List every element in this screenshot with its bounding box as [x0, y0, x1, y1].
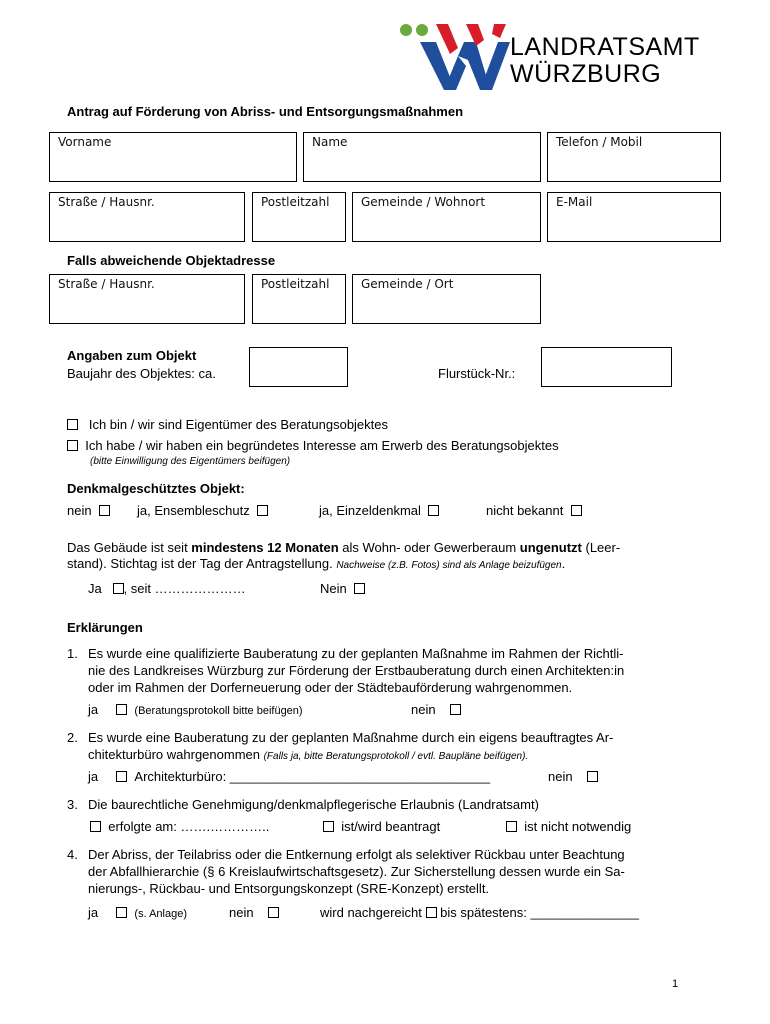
decl3-opt3 — [506, 819, 631, 835]
vacancy-nein-label: Nein — [320, 581, 347, 596]
object-strasse-label: Straße / Hausnr. — [58, 277, 155, 291]
vacancy-t4: ungenutzt — [519, 540, 582, 555]
vacancy-ja-label: Ja — [88, 581, 102, 596]
logo-mark-icon — [398, 20, 510, 94]
landratsamt-logo — [398, 20, 743, 94]
decl1-nein-option — [411, 702, 461, 718]
telefon-field[interactable] — [547, 132, 721, 182]
vacancy-ja-checkbox[interactable] — [113, 583, 124, 594]
flurstueck-input[interactable] — [541, 347, 672, 387]
decl1-note: (Beratungsprotokoll bitte beifügen) — [134, 705, 303, 717]
decl4-l3: nierungs-, Rückbau- und Entsorgungskonzept (SRE-Konzept) erstellt. — [88, 881, 490, 896]
monument-unbekannt-checkbox[interactable] — [571, 505, 582, 516]
vacancy-t2: mindestens 12 Monaten — [191, 540, 339, 555]
monument-nein-checkbox[interactable] — [99, 505, 110, 516]
monument-nein-label: nein — [67, 503, 92, 518]
vacancy-t6: stand). Stichtag ist der Tag der Antragstellung. — [67, 556, 337, 571]
telefon-label: Telefon / Mobil — [556, 135, 643, 149]
decl2-num: 2. — [67, 730, 78, 745]
decl3-opt2-checkbox[interactable] — [323, 821, 334, 832]
plz-field[interactable] — [252, 192, 346, 242]
decl4-anlage: (s. Anlage) — [134, 908, 188, 920]
monument-nein-option — [67, 503, 110, 519]
vacancy-t7: Nachweise (z.B. Fotos) sind als Anlage beizufügen — [336, 560, 562, 571]
vacancy-seit: , seit ………………… — [123, 581, 246, 596]
decl4-text — [88, 846, 688, 897]
object-gemeinde-label: Gemeinde / Ort — [361, 277, 454, 291]
decl4-ja-checkbox[interactable] — [116, 907, 127, 918]
decl4-nachgereicht-checkbox[interactable] — [426, 907, 437, 918]
decl3-opt1-checkbox[interactable] — [90, 821, 101, 832]
decl4-num: 4. — [67, 847, 78, 862]
flurstueck-label: Flurstück-Nr.: — [438, 366, 516, 381]
decl2-nein-option — [548, 769, 598, 785]
interest-label: Ich habe / wir haben ein begründetes Interesse am Erwerb des Beratungsobjektes — [85, 438, 559, 453]
monument-heading: Denkmalgeschütztes Objekt: — [67, 481, 245, 496]
monument-unbekannt-option — [486, 503, 582, 519]
decl2-text — [88, 729, 688, 765]
logo-line1: LANDRATSAMT — [510, 33, 700, 61]
strasse-label: Straße / Hausnr. — [58, 195, 155, 209]
decl4-nein-option — [229, 905, 279, 921]
decl4-spaetestens[interactable]: bis spätestens: _______________ — [440, 905, 639, 920]
monument-ensemble-checkbox[interactable] — [257, 505, 268, 516]
name-field[interactable] — [303, 132, 541, 182]
email-field[interactable] — [547, 192, 721, 242]
decl3-opt1 — [90, 819, 269, 835]
declarations-heading: Erklärungen — [67, 620, 143, 635]
decl4-ja-label: ja — [88, 905, 99, 920]
vacancy-nein-option — [320, 581, 365, 597]
vacancy-t3: als Wohn- oder Gewerberaum — [338, 540, 520, 555]
page-title: Antrag auf Förderung von Abriss- und Entsorgungsmaßnahmen — [67, 104, 464, 119]
decl3-opt3-label: ist nicht notwendig — [524, 819, 632, 834]
monument-unbekannt-label: nicht bekannt — [486, 503, 564, 518]
decl1-l3: oder im Rahmen der Dorferneuerung oder der Städtebauförderung wahrgenommen. — [88, 680, 573, 695]
decl1-num: 1. — [67, 646, 78, 661]
decl3-num: 3. — [67, 797, 78, 812]
interest-note: (bitte Einwilligung des Eigentümers beifügen) — [90, 456, 291, 467]
plz-label: Postleitzahl — [261, 195, 330, 209]
decl4-nachgereicht-label: wird nachgereicht — [320, 905, 422, 920]
owner-label: Ich bin / wir sind Eigentümer des Beratungsobjektes — [88, 417, 389, 432]
decl3-opt3-checkbox[interactable] — [506, 821, 517, 832]
baujahr-label: Baujahr des Objektes: ca. — [67, 366, 216, 381]
interest-option — [67, 438, 559, 454]
vacancy-t8: . — [561, 556, 566, 571]
owner-checkbox[interactable] — [67, 419, 78, 430]
object-strasse-field[interactable] — [49, 274, 245, 324]
decl2-nein-label: nein — [548, 769, 573, 784]
object-plz-label: Postleitzahl — [261, 277, 330, 291]
decl2-ja-checkbox[interactable] — [116, 771, 127, 782]
logo-line2: WÜRZBURG — [510, 60, 662, 88]
decl1-l1: Es wurde eine qualifizierte Bauberatung zu der geplanten Maßnahme im Rahmen der Richtli- — [88, 646, 624, 661]
decl2-l1: Es wurde eine Bauberatung zu der geplanten Maßnahme durch ein eigens beauftragtes Ar- — [88, 730, 614, 745]
decl4-l1: Der Abriss, der Teilabriss oder die Entkernung erfolgt als selektiver Rückbau unter Beachtung — [88, 847, 625, 862]
decl1-ja-checkbox[interactable] — [116, 704, 127, 715]
vacancy-line1 — [67, 540, 620, 556]
object-plz-field[interactable] — [252, 274, 346, 324]
decl2-ja-option — [88, 769, 490, 785]
vacancy-t5: (Leer- — [581, 540, 621, 555]
decl4-l2: der Abfallhierarchie (§ 6 Kreislaufwirtschaftsgesetz). Zur Sicherstellung dessen wurde ein Sa- — [88, 864, 625, 879]
decl2-nein-checkbox[interactable] — [587, 771, 598, 782]
name-label: Name — [312, 135, 348, 149]
decl3-opt2 — [323, 819, 440, 835]
monument-einzel-option — [319, 503, 439, 519]
decl3-opt2-label: ist/wird beantragt — [341, 819, 441, 834]
owner-option — [67, 417, 388, 433]
decl2-l2: chitekturbüro wahrgenommen — [88, 747, 264, 762]
decl2-l2i: (Falls ja, bitte Beratungsprotokoll / evtl. Baupläne beifügen). — [263, 751, 529, 762]
vorname-field[interactable] — [49, 132, 297, 182]
decl1-ja-option — [88, 702, 303, 719]
decl2-ja-label: ja — [88, 769, 99, 784]
vorname-label: Vorname — [58, 135, 112, 149]
decl4-nein-checkbox[interactable] — [268, 907, 279, 918]
decl1-l2: nie des Landkreises Würzburg zur Förderung der Erstbauberatung durch einen Architekten:in — [88, 663, 625, 678]
page-number: 1 — [672, 978, 679, 990]
vacancy-line2 — [67, 556, 565, 574]
decl4-nachgereicht-option — [320, 905, 639, 921]
object-gemeinde-field[interactable] — [352, 274, 541, 324]
gemeinde-field[interactable] — [352, 192, 541, 242]
monument-einzel-label: ja, Einzeldenkmal — [319, 503, 421, 518]
decl4-nein-label: nein — [229, 905, 254, 920]
gemeinde-label: Gemeinde / Wohnort — [361, 195, 486, 209]
vacancy-nein-checkbox[interactable] — [354, 583, 365, 594]
decl4-ja-option — [88, 905, 187, 922]
decl2-buero[interactable]: Architekturbüro: ____________________________________ — [134, 769, 491, 784]
decl3-opt1-label: erfolgte am: …….………….. — [108, 819, 270, 834]
strasse-field[interactable] — [49, 192, 245, 242]
vacancy-ja-option — [88, 581, 246, 597]
object-info-heading: Angaben zum Objekt — [67, 348, 197, 363]
decl1-nein-label: nein — [411, 702, 436, 717]
vacancy-t1: Das Gebäude ist seit — [67, 540, 192, 555]
decl1-nein-checkbox[interactable] — [450, 704, 461, 715]
interest-checkbox[interactable] — [67, 440, 78, 451]
email-label: E-Mail — [556, 195, 593, 209]
monument-ensemble-label: ja, Ensembleschutz — [137, 503, 250, 518]
decl1-text — [88, 645, 688, 696]
object-address-heading: Falls abweichende Objektadresse — [67, 253, 276, 268]
decl1-ja-label: ja — [88, 702, 99, 717]
monument-einzel-checkbox[interactable] — [428, 505, 439, 516]
decl3-l1: Die baurechtliche Genehmigung/denkmalpflegerische Erlaubnis (Landratsamt) — [88, 797, 539, 812]
baujahr-input[interactable] — [249, 347, 348, 387]
monument-ensemble-option — [137, 503, 268, 519]
